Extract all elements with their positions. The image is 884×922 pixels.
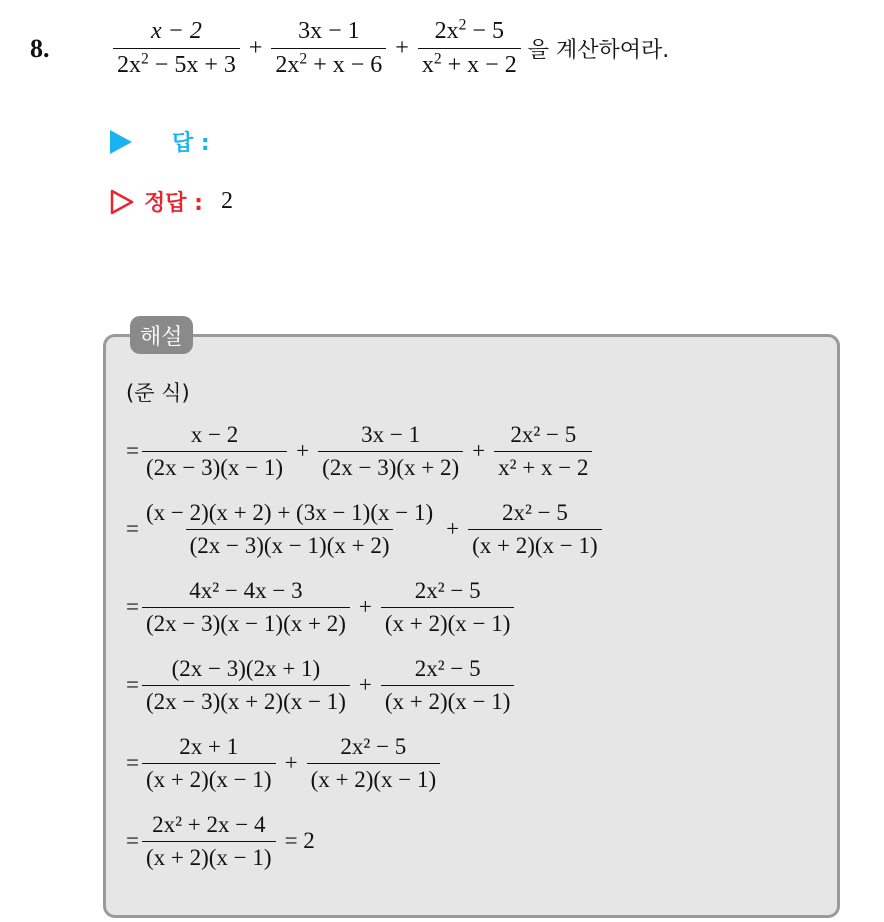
step-1-term-2-num: 3x − 1 bbox=[361, 421, 421, 447]
t2-num-text: 3x − 1 bbox=[298, 18, 360, 44]
step-2-term-1 bbox=[142, 500, 437, 559]
step-1-term-3 bbox=[494, 422, 592, 481]
step-5-term-2 bbox=[307, 734, 441, 793]
problem-term-1-denominator bbox=[113, 48, 240, 79]
plus-sign: + bbox=[248, 35, 263, 61]
equals-sign: = bbox=[126, 672, 139, 697]
step-1-term-2-den: (2x − 3)(x + 2) bbox=[318, 451, 463, 481]
step-6-term-1-num: 2x² + 2x − 4 bbox=[152, 811, 266, 837]
step-3-term-2-num: 2x² − 5 bbox=[414, 577, 481, 603]
equals-sign: = bbox=[126, 594, 139, 619]
step-1-term-1 bbox=[142, 422, 287, 481]
t3-num-b: − 5 bbox=[466, 18, 504, 44]
solution-step-6 bbox=[126, 802, 605, 880]
step-3-term-1-num: 4x² − 4x − 3 bbox=[189, 577, 303, 603]
step-1-term-3-den: x² + x − 2 bbox=[494, 451, 592, 481]
t3-num-exp: 2 bbox=[458, 16, 467, 34]
problem-statement bbox=[30, 18, 669, 79]
step-6-term-1-den: (x + 2)(x − 1) bbox=[142, 841, 276, 871]
step-4-term-2-num: 2x² − 5 bbox=[414, 655, 481, 681]
problem-term-1-numerator bbox=[147, 18, 206, 48]
problem-number: 8. bbox=[30, 33, 50, 63]
t1-num-text: x − 2 bbox=[151, 18, 202, 44]
step-1-term-3-num: 2x² − 5 bbox=[510, 421, 577, 447]
t3-den-exp: 2 bbox=[433, 50, 442, 68]
step-5-term-1-num: 2x + 1 bbox=[179, 733, 239, 759]
solution-tag: 해설 bbox=[130, 316, 193, 354]
step-5-term-2-num: 2x² − 5 bbox=[340, 733, 407, 759]
t3-num-a: 2x bbox=[434, 18, 459, 44]
final-result: = 2 bbox=[284, 828, 315, 853]
plus-sign: + bbox=[446, 516, 460, 541]
solution-intro bbox=[126, 372, 605, 412]
solution-step-3 bbox=[126, 568, 605, 646]
t3-den-a: x bbox=[421, 52, 434, 78]
problem-instruction: 을 계산하여라. bbox=[527, 38, 670, 63]
plus-sign: + bbox=[472, 438, 486, 463]
step-6-term-1 bbox=[142, 812, 276, 871]
play-filled-icon bbox=[110, 130, 132, 154]
problem-term-2-denominator bbox=[271, 48, 386, 79]
solution-intro-text: (준 식) bbox=[126, 381, 190, 405]
step-4-term-1 bbox=[142, 656, 350, 715]
step-1-term-1-num: x − 2 bbox=[190, 421, 239, 447]
t1-den-b: − 5x + 3 bbox=[148, 52, 236, 78]
equals-sign: = bbox=[126, 750, 139, 775]
t2-den-exp: 2 bbox=[299, 50, 308, 68]
step-1-term-2 bbox=[318, 422, 463, 481]
step-4-term-1-num: (2x − 3)(2x + 1) bbox=[171, 655, 321, 681]
problem-term-2-numerator bbox=[294, 18, 364, 48]
step-2-term-1-num: (x − 2)(x + 2) + (3x − 1)(x − 1) bbox=[145, 499, 434, 525]
step-2-term-2 bbox=[468, 500, 602, 559]
plus-sign: + bbox=[358, 594, 372, 619]
solution-steps bbox=[126, 372, 605, 880]
step-4-term-2-den: (x + 2)(x − 1) bbox=[381, 685, 515, 715]
step-2-term-1-den: (2x − 3)(x − 1)(x + 2) bbox=[186, 529, 394, 559]
correct-answer-row bbox=[110, 186, 233, 217]
step-5-term-1-den: (x + 2)(x − 1) bbox=[142, 763, 276, 793]
problem-term-2 bbox=[271, 18, 386, 79]
step-4-term-2 bbox=[381, 656, 515, 715]
t2-den-a: 2x bbox=[275, 52, 300, 78]
problem-term-3-denominator bbox=[418, 48, 521, 79]
problem-term-1 bbox=[113, 18, 240, 79]
plus-sign: + bbox=[296, 438, 310, 463]
equals-sign: = bbox=[126, 828, 139, 853]
step-1-term-1-den: (2x − 3)(x − 1) bbox=[142, 451, 287, 481]
solution-step-1 bbox=[126, 412, 605, 490]
equals-sign: = bbox=[126, 438, 139, 463]
solution-step-5 bbox=[126, 724, 605, 802]
t2-den-b: + x − 6 bbox=[307, 52, 383, 78]
step-2-term-2-den: (x + 2)(x − 1) bbox=[468, 529, 602, 559]
step-2-term-2-num: 2x² − 5 bbox=[501, 499, 568, 525]
step-5-term-1 bbox=[142, 734, 276, 793]
step-5-term-2-den: (x + 2)(x − 1) bbox=[307, 763, 441, 793]
solution-step-2 bbox=[126, 490, 605, 568]
t1-den-exp: 2 bbox=[141, 50, 149, 68]
problem-term-3-numerator bbox=[431, 18, 508, 48]
correct-answer-value: 2 bbox=[220, 188, 233, 214]
correct-answer-label: 정답 : bbox=[144, 191, 203, 216]
step-3-term-1 bbox=[142, 578, 350, 637]
step-3-term-1-den: (2x − 3)(x − 1)(x + 2) bbox=[142, 607, 350, 637]
answer-row bbox=[110, 126, 210, 157]
equals-sign: = bbox=[126, 516, 139, 541]
problem-term-3 bbox=[418, 18, 521, 79]
t3-den-b: + x − 2 bbox=[441, 52, 517, 78]
play-outline-icon bbox=[110, 189, 134, 215]
step-3-term-2-den: (x + 2)(x − 1) bbox=[381, 607, 515, 637]
step-4-term-1-den: (2x − 3)(x + 2)(x − 1) bbox=[142, 685, 350, 715]
step-3-term-2 bbox=[381, 578, 515, 637]
plus-sign: + bbox=[284, 750, 298, 775]
t1-den-a: 2x bbox=[117, 52, 141, 78]
solution-step-4 bbox=[126, 646, 605, 724]
plus-sign: + bbox=[395, 35, 409, 61]
answer-label: 답 : bbox=[172, 131, 210, 156]
plus-sign: + bbox=[358, 672, 372, 697]
